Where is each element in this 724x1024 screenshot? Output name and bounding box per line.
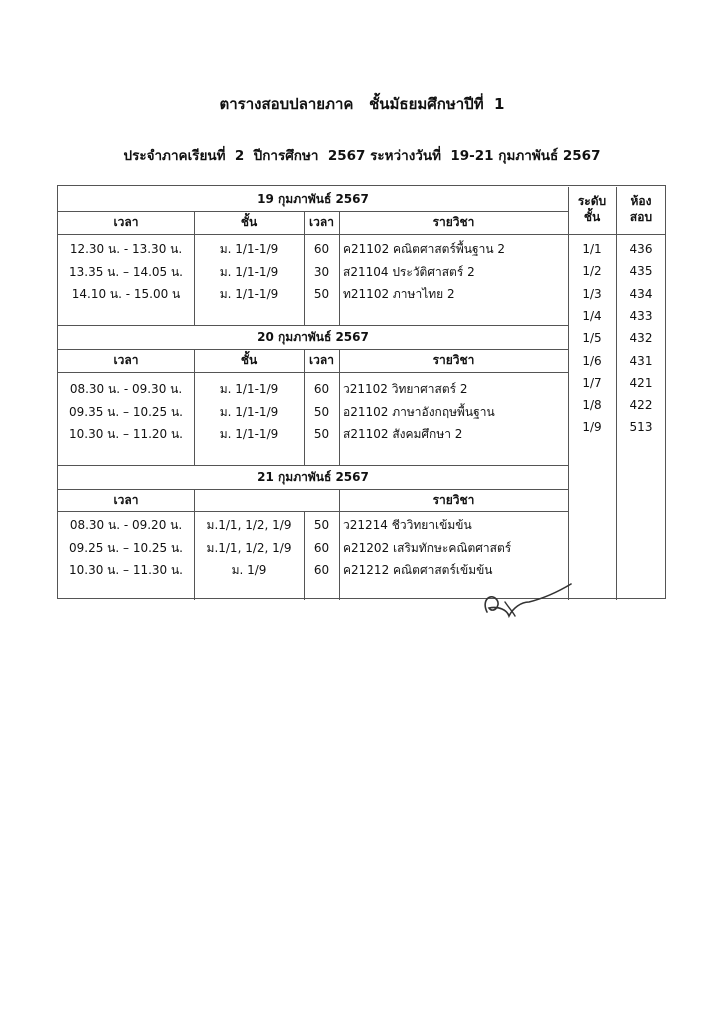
exam-time: 08.30 น. - 09.20 น. (69, 518, 183, 532)
exam-time: 14.10 น. - 15.00 น (71, 287, 181, 301)
time-header: เวลา (113, 215, 139, 229)
exam-subject: ค21102 คณิตศาสตร์พื้นฐาน 2 (343, 242, 506, 256)
exam-subject: ท21102 ภาษาไทย 2 (343, 287, 455, 301)
level-header: ชั้น (583, 210, 601, 224)
exam-class: ม. 1/1-1/9 (219, 287, 279, 301)
exam-duration: 30 (313, 264, 330, 279)
exam-duration: 60 (313, 382, 330, 396)
column-divider (339, 211, 340, 325)
room-header: ห้อง (630, 194, 652, 208)
column-divider (339, 489, 340, 600)
level-value: 1/9 (582, 420, 602, 435)
exam-class: ม. 1/1-1/9 (219, 382, 279, 396)
exam-subject: ค21212 คณิตศาสตร์เข้มข้น (343, 563, 493, 577)
exam-class: ม. 1/1-1/9 (219, 427, 279, 441)
page-title: ตารางสอบปลายภาค ชั้นมัธยมศึกษาปีที่ 1 (219, 95, 505, 113)
exam-time: 10.30 น. – 11.20 น. (69, 427, 183, 441)
exam-subject: ส21104 ประวัติศาสตร์ 2 (343, 264, 475, 279)
exam-duration: 50 (313, 287, 330, 301)
row-divider (58, 465, 568, 466)
column-divider (339, 349, 340, 465)
room-value: 435 (629, 264, 653, 279)
exam-subject: ว21102 วิทยาศาสตร์ 2 (343, 382, 468, 396)
page-subtitle: ประจำภาคเรียนที่ 2 ปีการศึกษา 2567 ระหว่างวันที่ 19-21 กุมภาพันธ์ 2567 (123, 148, 601, 164)
room-value: 436 (629, 242, 653, 256)
room-value: 513 (629, 420, 653, 435)
subject-header: รายวิชา (432, 215, 475, 229)
row-divider (58, 234, 568, 235)
exam-duration: 60 (313, 563, 330, 577)
signature (455, 578, 575, 623)
exam-class: ม. 1/1-1/9 (219, 404, 279, 419)
exam-date: 19 กุมภาพันธ์ 2567 (257, 192, 369, 206)
row-divider (58, 211, 568, 212)
row-divider (58, 489, 568, 490)
exam-class: ม. 1/1-1/9 (219, 242, 279, 256)
row-divider (58, 325, 568, 326)
duration-header: เวลา (309, 215, 334, 229)
exam-duration: 50 (313, 404, 330, 419)
level-value: 1/5 (582, 331, 602, 346)
exam-time: 09.25 น. – 10.25 น. (69, 540, 183, 555)
exam-date: 20 กุมภาพันธ์ 2567 (257, 330, 369, 344)
level-header: ระดับ (577, 194, 607, 208)
exam-subject: ส21102 สังคมศึกษา 2 (343, 427, 463, 441)
level-value: 1/2 (582, 264, 602, 279)
level-value: 1/3 (582, 286, 602, 301)
exam-time: 08.30 น. - 09.30 น. (69, 382, 183, 396)
exam-table (57, 185, 666, 599)
room-value: 422 (629, 398, 653, 413)
exam-duration: 50 (313, 427, 330, 441)
exam-time: 09.35 น. – 10.25 น. (69, 404, 183, 419)
exam-time: 10.30 น. – 11.30 น. (69, 563, 183, 577)
exam-duration: 60 (313, 540, 330, 555)
room-header: สอบ (629, 210, 653, 224)
subject-header: รายวิชา (432, 353, 475, 367)
exam-duration: 50 (313, 518, 330, 532)
class-header: ชั้น (240, 353, 258, 367)
exam-subject: อ21102 ภาษาอังกฤษพื้นฐาน (343, 404, 495, 419)
time-header: เวลา (113, 353, 139, 367)
exam-subject: ค21202 เสริมทักษะคณิตศาสตร์ (343, 540, 512, 555)
level-value: 1/1 (582, 242, 602, 256)
exam-duration: 60 (313, 242, 330, 256)
exam-class: ม. 1/1-1/9 (219, 264, 279, 279)
room-value: 434 (629, 286, 653, 301)
time-header: เวลา (113, 493, 139, 507)
row-divider (58, 511, 568, 512)
exam-time: 13.35 น. – 14.05 น. (69, 264, 183, 279)
row-divider (58, 349, 568, 350)
exam-class: ม.1/1, 1/2, 1/9 (206, 518, 292, 532)
exam-time: 12.30 น. - 13.30 น. (69, 242, 183, 256)
room-value: 432 (629, 331, 653, 346)
room-value: 431 (629, 353, 653, 368)
level-value: 1/6 (582, 353, 602, 368)
subject-header: รายวิชา (432, 493, 475, 507)
level-value: 1/8 (582, 398, 602, 413)
room-value: 433 (629, 308, 653, 323)
exam-subject: ว21214 ชีววิทยาเข้มข้น (343, 518, 472, 532)
level-value: 1/7 (582, 375, 602, 390)
class-header: ชั้น (240, 215, 258, 229)
row-divider (58, 372, 568, 373)
room-value: 421 (629, 375, 653, 390)
duration-header: เวลา (309, 353, 334, 367)
exam-date: 21 กุมภาพันธ์ 2567 (257, 470, 369, 484)
row-divider (568, 234, 666, 235)
exam-class: ม. 1/9 (231, 563, 267, 577)
exam-class: ม.1/1, 1/2, 1/9 (206, 540, 292, 555)
level-value: 1/4 (582, 308, 602, 323)
